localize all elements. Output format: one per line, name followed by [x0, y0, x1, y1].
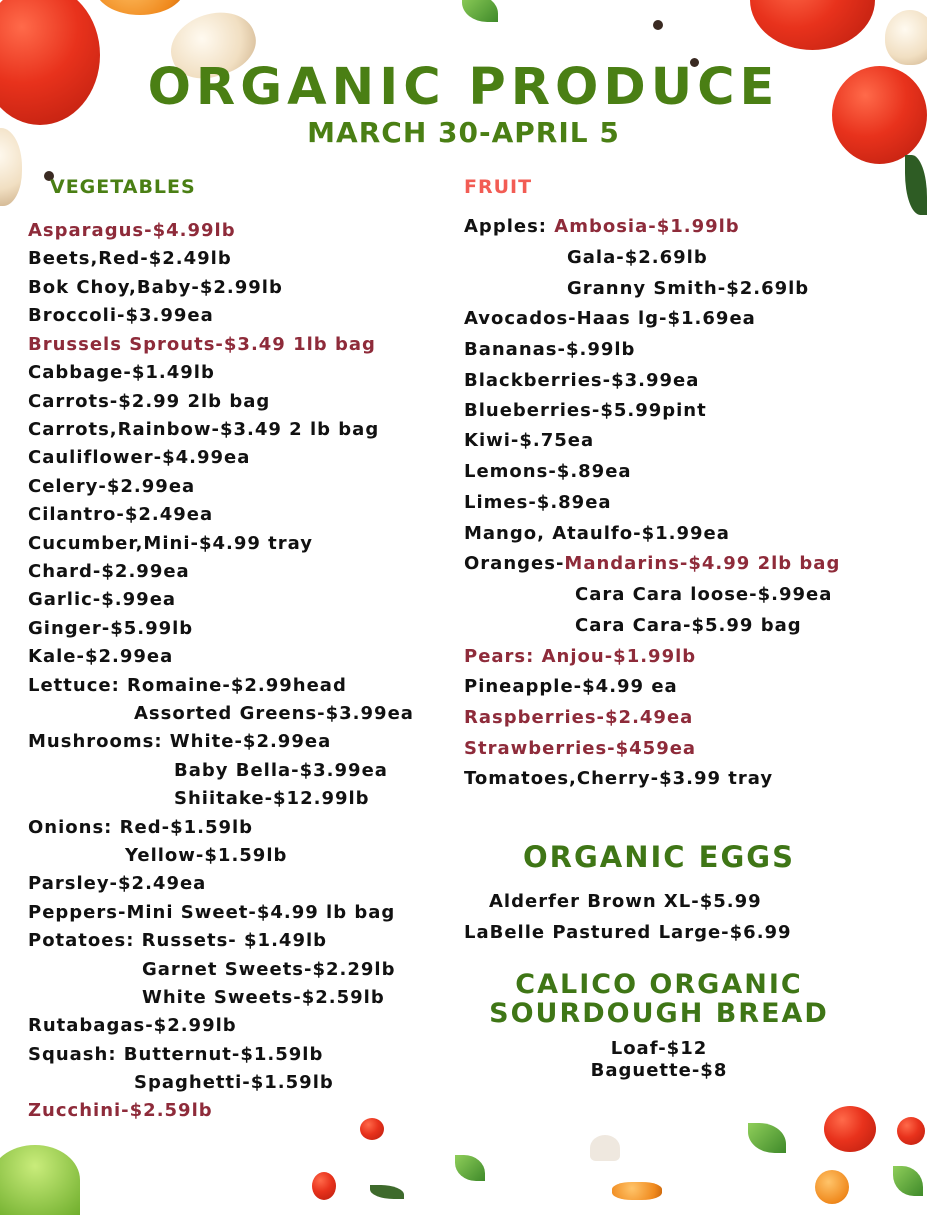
basil-leaf-image — [748, 1123, 786, 1153]
veg-item: Lettuce: Romaine-$2.99head — [28, 675, 347, 696]
egg-item: LaBelle Pastured Large-$6.99 — [464, 922, 792, 943]
veg-item: Chard-$2.99ea — [28, 561, 190, 582]
oranges-prefix: Oranges- — [464, 553, 565, 574]
peppercorn-image — [653, 20, 663, 30]
date-range: MARCH 30-APRIL 5 — [307, 116, 620, 149]
fruit-item: Pears: Anjou-$1.99lb — [464, 646, 697, 667]
fruit-item: Kiwi-$.75ea — [464, 430, 595, 451]
orange-image — [95, 0, 185, 15]
leaf-image — [905, 155, 927, 215]
veg-item: Yellow-$1.59lb — [125, 845, 288, 866]
veg-item: Parsley-$2.49ea — [28, 873, 207, 894]
veg-item: Carrots,Rainbow-$3.49 2 lb bag — [28, 419, 380, 440]
bread-item: Loaf-$12 — [610, 1038, 708, 1059]
fruit-item: Avocados-Haas lg-$1.69ea — [464, 308, 756, 329]
fruit-item: Blueberries-$5.99pint — [464, 400, 707, 421]
garlic-image — [885, 10, 927, 65]
bread-heading — [464, 970, 854, 1028]
fruit-item: Strawberries-$459ea — [464, 738, 697, 759]
bread-item: Baguette-$8 — [590, 1060, 728, 1081]
veg-item: Bok Choy,Baby-$2.99lb — [28, 277, 283, 298]
fruit-item: Raspberries-$2.49ea — [464, 707, 694, 728]
tomato-slice-image — [360, 1118, 384, 1140]
veg-item: Brussels Sprouts-$3.49 1lb bag — [28, 334, 376, 355]
lettuce-image — [0, 1145, 80, 1215]
mushroom-image — [590, 1135, 620, 1161]
veg-item: Cilantro-$2.49ea — [28, 504, 214, 525]
veg-item: Peppers-Mini Sweet-$4.99 lb bag — [28, 902, 396, 923]
fruit-item: Granny Smith-$2.69lb — [567, 278, 810, 299]
vegetables-heading: VEGETABLES — [50, 176, 196, 198]
apples-sale: Ambosia-$1.99lb — [554, 216, 740, 237]
veg-item: Rutabagas-$2.99lb — [28, 1015, 237, 1036]
veg-item: Spaghetti-$1.59lb — [134, 1072, 334, 1093]
eggs-heading: ORGANIC EGGS — [523, 840, 795, 874]
veg-item: Shiitake-$12.99lb — [174, 788, 370, 809]
veg-item: Carrots-$2.99 2lb bag — [28, 391, 271, 412]
veg-item: Cauliflower-$4.99ea — [28, 447, 251, 468]
veg-item: Celery-$2.99ea — [28, 476, 196, 497]
fruit-item: Gala-$2.69lb — [567, 247, 708, 268]
carrot-image — [612, 1182, 662, 1200]
tomato-slice-image — [897, 1117, 925, 1145]
fruit-item: Blackberries-$3.99ea — [464, 370, 700, 391]
veg-item: Mushrooms: White-$2.99ea — [28, 731, 332, 752]
veg-item: Garnet Sweets-$2.29lb — [142, 959, 396, 980]
oranges-sale: Mandarins-$4.99 2lb bag — [564, 553, 841, 574]
leaf-image — [455, 1155, 485, 1181]
veg-item: Cucumber,Mini-$4.99 tray — [28, 533, 313, 554]
leaf-image — [893, 1166, 923, 1196]
veg-item: Onions: Red-$1.59lb — [28, 817, 254, 838]
veg-item: Potatoes: Russets- $1.49lb — [28, 930, 328, 951]
veg-item: White Sweets-$2.59lb — [142, 987, 385, 1008]
rosemary-image — [370, 1185, 404, 1199]
fruit-item — [464, 553, 840, 575]
basil-leaf-image — [462, 0, 498, 22]
veg-item: Zucchini-$2.59lb — [28, 1100, 213, 1121]
tomato-image — [750, 0, 875, 50]
tomato-image — [312, 1172, 336, 1200]
fruit-item: Pineapple-$4.99 ea — [464, 676, 678, 697]
bread-heading-line2: SOURDOUGH BREAD — [489, 998, 829, 1029]
veg-item: Ginger-$5.99lb — [28, 618, 194, 639]
veg-item: Broccoli-$3.99ea — [28, 305, 214, 326]
orange-image — [815, 1170, 849, 1204]
apples-prefix: Apples: — [464, 216, 555, 237]
veg-item: Cabbage-$1.49lb — [28, 362, 215, 383]
bread-heading-line1: CALICO ORGANIC — [515, 969, 803, 1000]
veg-item: Asparagus-$4.99lb — [28, 220, 236, 241]
fruit-item: Cara Cara-$5.99 bag — [575, 615, 802, 636]
veg-item: Baby Bella-$3.99ea — [174, 760, 388, 781]
fruit-item: Limes-$.89ea — [464, 492, 612, 513]
veg-item: Beets,Red-$2.49lb — [28, 248, 232, 269]
veg-item: Squash: Butternut-$1.59lb — [28, 1044, 324, 1065]
fruit-item — [464, 216, 740, 238]
fruit-item: Tomatoes,Cherry-$3.99 tray — [464, 768, 774, 789]
fruit-item: Bananas-$.99lb — [464, 339, 636, 360]
egg-item: Alderfer Brown XL-$5.99 — [489, 891, 762, 912]
veg-item: Kale-$2.99ea — [28, 646, 174, 667]
fruit-heading: FRUIT — [464, 176, 533, 198]
veg-item: Assorted Greens-$3.99ea — [134, 703, 414, 724]
tomato-image — [824, 1106, 876, 1152]
fruit-item: Lemons-$.89ea — [464, 461, 632, 482]
page-title: ORGANIC PRODUCE — [147, 58, 780, 117]
veg-item: Garlic-$.99ea — [28, 589, 177, 610]
fruit-item: Cara Cara loose-$.99ea — [575, 584, 833, 605]
fruit-item: Mango, Ataulfo-$1.99ea — [464, 523, 730, 544]
